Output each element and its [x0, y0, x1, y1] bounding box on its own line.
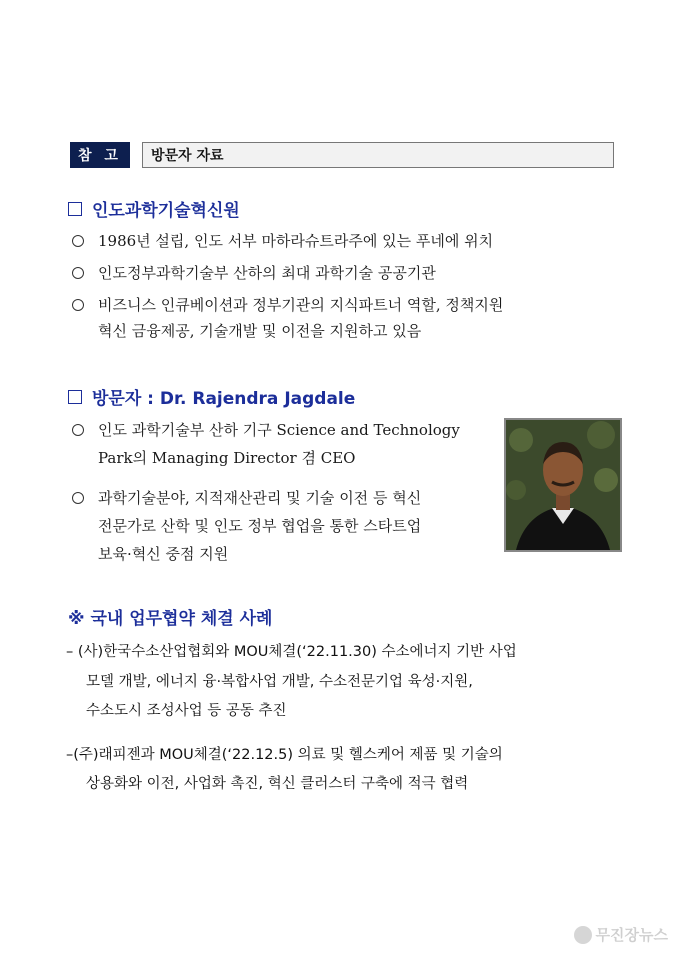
list-item-continuation: 상용화와 이전, 사업화 촉진, 혁신 클러스터 구축에 적극 협력: [86, 776, 469, 792]
visitor-photo: [504, 418, 622, 552]
section2-heading: [68, 384, 355, 409]
watermark-text: 무진장뉴스: [595, 926, 668, 944]
reference-header: [70, 142, 614, 168]
list-item-text: 인도정부과학기술부 산하의 최대 과학기술 공공기관: [98, 264, 436, 282]
circle-bullet-icon: [72, 424, 84, 436]
list-item-continuation: 모델 개발, 에너지 융·복합사업 개발, 수소전문기업 육성·지원,: [86, 674, 473, 690]
section2-heading-text: 방문자 : Dr. Rajendra Jagdale: [92, 389, 356, 409]
list-item-text: 비즈니스 인큐베이션과 정부기관의 지식파트너 역할, 정책지원: [98, 296, 504, 314]
list-item: [72, 230, 493, 251]
list-item: –(주)래피젠과 MOU체결(‘22.12.5) 의료 및 헬스케어 제품 및 기술의: [66, 747, 503, 763]
list-item-text: 과학기술분야, 지적재산관리 및 기술 이전 등 혁신: [98, 489, 422, 507]
list-item: [72, 294, 503, 315]
square-bullet-icon: [68, 390, 82, 404]
list-item: [72, 419, 460, 440]
square-bullet-icon: [68, 202, 82, 216]
reference-tag: 참 고: [70, 142, 130, 168]
circle-bullet-icon: [72, 235, 84, 247]
section1-heading-text: 인도과학기술혁신원: [92, 201, 240, 221]
list-item-continuation: 혁신 금융제공, 기술개발 및 이전을 지원하고 있음: [98, 322, 422, 340]
list-item-continuation: 보육·혁신 중점 지원: [98, 545, 229, 563]
watermark-logo-icon: [574, 926, 592, 944]
circle-bullet-icon: [72, 299, 84, 311]
section3-heading: ※ 국내 업무협약 체결 사례: [68, 609, 273, 629]
reference-title: 방문자 자료: [142, 142, 614, 168]
list-item: [72, 487, 421, 508]
list-item-continuation: 전문가로 산학 및 인도 정부 협업을 통한 스타트업: [98, 517, 422, 535]
circle-bullet-icon: [72, 267, 84, 279]
list-item-text: 인도 과학기술부 산하 기구 Science and Technology: [98, 421, 460, 439]
circle-bullet-icon: [72, 492, 84, 504]
list-item: [72, 262, 436, 283]
list-item-continuation: Park의 Managing Director 겸 CEO: [98, 449, 356, 467]
list-item-text: 1986년 설립, 인도 서부 마하라슈트라주에 있는 푸네에 위치: [98, 232, 494, 250]
watermark: [574, 924, 668, 945]
list-item-continuation: 수소도시 조성사업 등 공동 추진: [86, 703, 287, 719]
section1-heading: [68, 196, 240, 221]
portrait-image: [506, 420, 620, 550]
list-item: – (사)한국수소산업협회와 MOU체결(‘22.11.30) 수소에너지 기반 사업: [66, 644, 517, 660]
